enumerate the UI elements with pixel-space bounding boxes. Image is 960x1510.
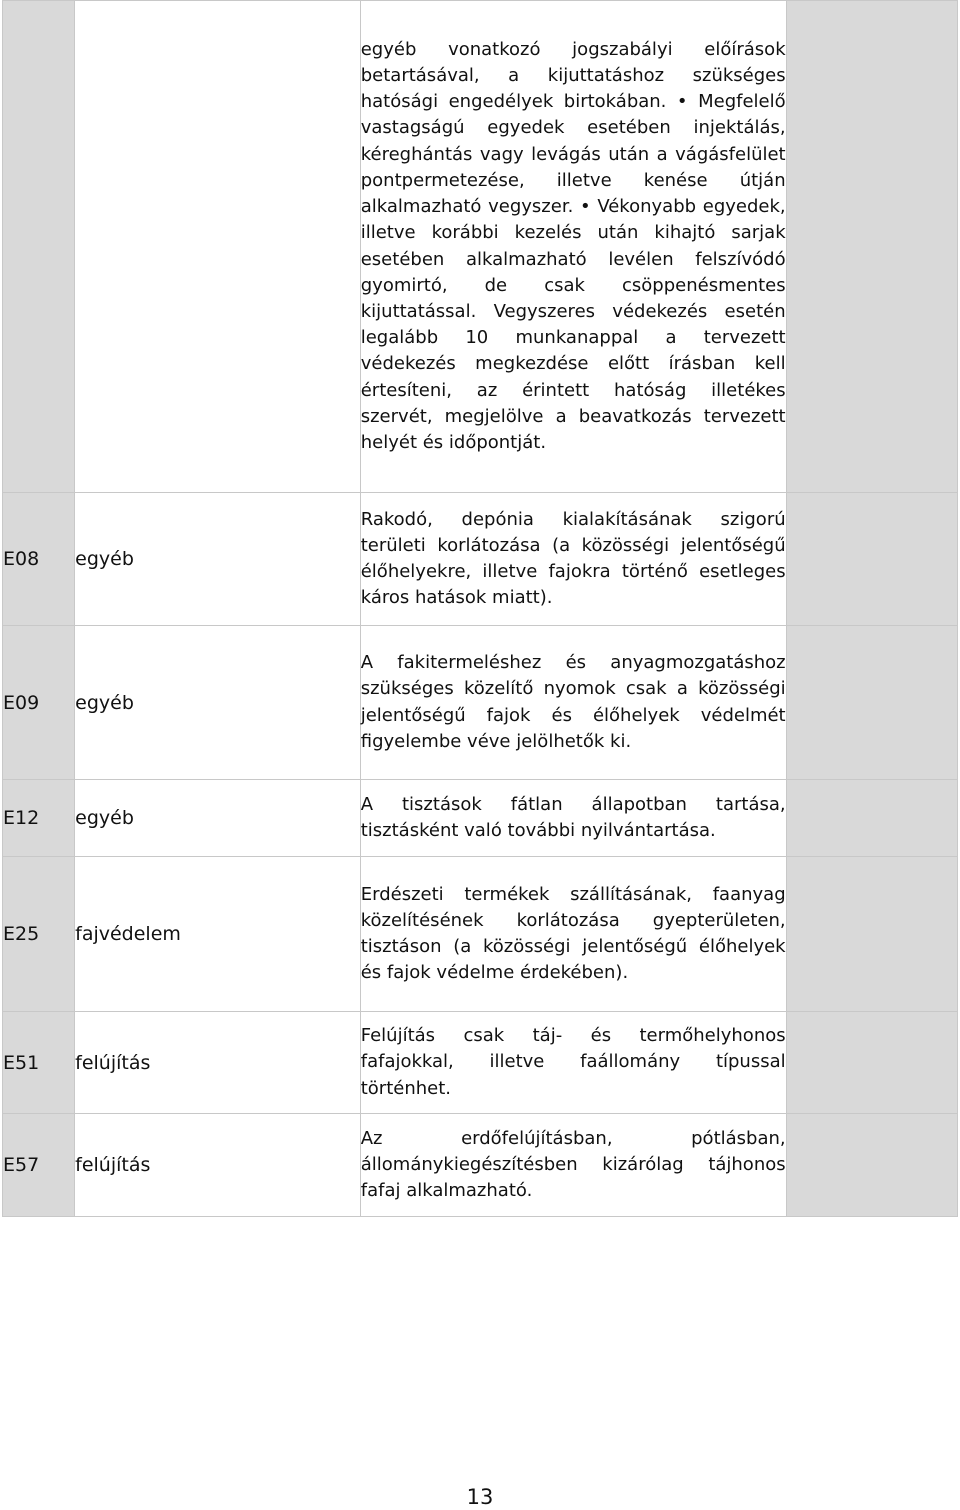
table-row [3, 780, 958, 857]
table-row [3, 857, 958, 1012]
code-cell [3, 1, 75, 493]
description-text: Felújítás csak táj- és termőhelyhonos fafajokkal, illetve faállomány típussal történhet. [360, 1025, 786, 1099]
empty-cell [786, 1012, 957, 1114]
empty-cell [786, 626, 957, 780]
category-cell: fajvédelem [75, 857, 361, 1012]
description-cell [360, 780, 786, 857]
empty-cell [786, 780, 957, 857]
empty-cell [786, 493, 957, 626]
description-text: A tisztások fátlan állapotban tartása, tisztásként való további nyilvántartása. [360, 793, 786, 841]
measures-table [2, 0, 958, 1217]
code-cell: E57 [3, 1114, 75, 1217]
description-cell [360, 857, 786, 1012]
description-text: Az erdőfelújításban, pótlásban, állománykiegészítésben kizárólag tájhonos fafaj alkalmazható. [360, 1127, 786, 1202]
category-cell: egyéb [75, 493, 361, 626]
description-cell [360, 1012, 786, 1114]
table-row [3, 1, 958, 493]
empty-cell [786, 1114, 957, 1217]
table-row [3, 1114, 958, 1217]
code-cell: E51 [3, 1012, 75, 1114]
code-cell: E08 [3, 493, 75, 626]
category-cell: egyéb [75, 780, 361, 857]
description-cell [360, 493, 786, 626]
table-row [3, 626, 958, 780]
code-cell: E25 [3, 857, 75, 1012]
description-cell [360, 1, 786, 493]
empty-cell [786, 857, 957, 1012]
table-row [3, 493, 958, 626]
page-number: 13 [466, 1485, 494, 1509]
description-text: egyéb vonatkozó jogszabályi előírások betartásával, a kijuttatáshoz szükséges hatósági engedélyek birtokában. • Megfelelő vastagságú egyedek esetében injektálás, kéreghántás vagy levágás után a vágásfelület pontpermetezése, illetve kenése útján alkalmazható vegyszer. • Vékonyabb egyedek, illetve korábbi kezelés után kihajtó sarjak esetében alkalmazható levélen felszívódó gyomirtó, de csak csöppenésmentes kijuttatással. Vegyszeres védekezés esetén legalább 10 munkanappal a tervezett védekezés megkezdése előtt írásban kell értesíteni, az érintett hatóság illetékes szervét, megjelölve a beavatkozás tervezett helyét és időpontját. [360, 38, 786, 453]
table-row [3, 1012, 958, 1114]
category-cell [75, 1, 361, 493]
description-text: Rakodó, depónia kialakításának szigorú területi korlátozása (a közösségi jelentőségű élőhelyekre, illetve fajokra történő esetleges káros hatások miatt). [360, 508, 786, 609]
description-text: Erdészeti termékek szállításának, faanyag közelítésének korlátozása gyepterületen, tisztáson (a közösségi jelentőségű élőhelyek és fajok védelme érdekében). [360, 883, 786, 984]
description-cell [360, 626, 786, 780]
category-cell: felújítás [75, 1012, 361, 1114]
description-cell [360, 1114, 786, 1217]
category-cell: felújítás [75, 1114, 361, 1217]
category-cell: egyéb [75, 626, 361, 780]
code-cell: E12 [3, 780, 75, 857]
code-cell: E09 [3, 626, 75, 780]
description-text: A fakitermeléshez és anyagmozgatáshoz szükséges közelítő nyomok csak a közösségi jelentőségű fajok és élőhelyek védelmét figyelembe véve jelölhetők ki. [360, 652, 786, 752]
empty-cell [786, 1, 957, 493]
